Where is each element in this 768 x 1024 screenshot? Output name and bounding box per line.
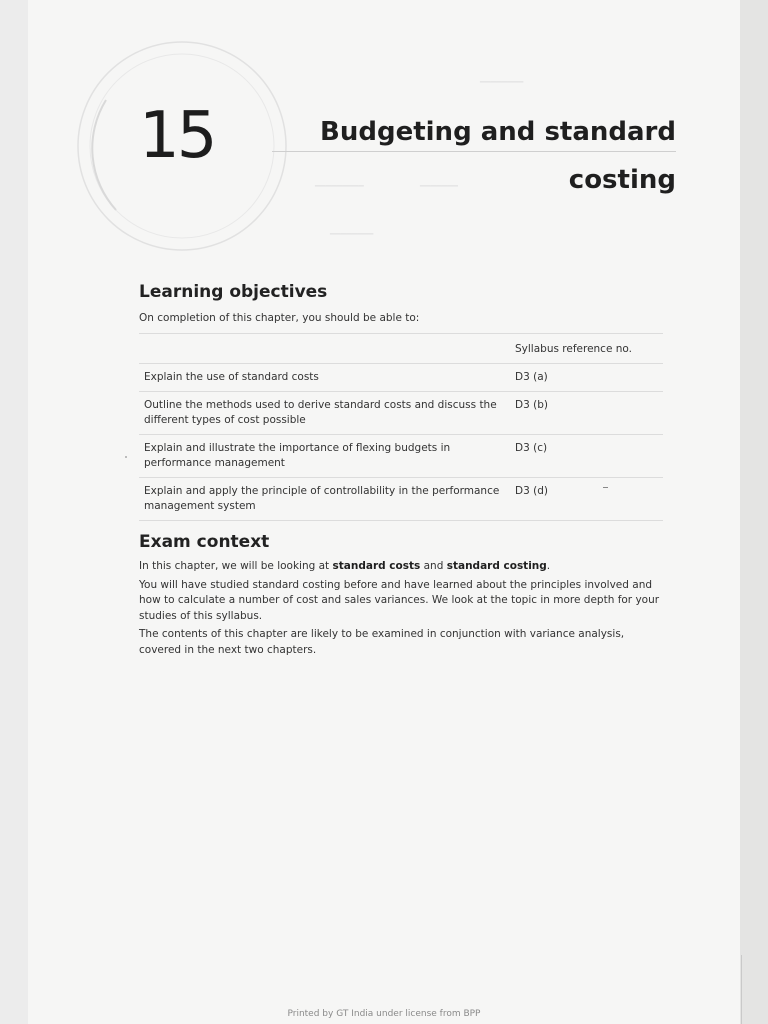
objective-text: Explain the use of standard costs (139, 364, 510, 392)
table-header-row (139, 334, 663, 364)
syllabus-ref: D3 (d) (510, 478, 663, 521)
objective-text: Explain and illustrate the importance of flexing budgets in performance management (139, 435, 510, 478)
stray-mark (603, 487, 608, 488)
stray-mark (125, 456, 127, 458)
bleed-through-text: ─────── (420, 182, 458, 192)
learning-objectives-table (139, 333, 663, 521)
syllabus-ref: D3 (a) (510, 364, 663, 392)
learning-objectives-heading: Learning objectives (139, 282, 328, 302)
syllabus-ref: D3 (b) (510, 392, 663, 435)
p1-text: . (546, 560, 551, 572)
table-row (139, 364, 663, 392)
chapter-title-line-2: costing (568, 165, 676, 195)
exam-context-heading: Exam context (139, 532, 270, 552)
objective-text: Explain and apply the principle of controllability in the performance management system (139, 478, 510, 521)
exam-context-body (139, 559, 669, 661)
table-row (139, 392, 663, 435)
bleed-through-text: ──────── (480, 78, 524, 88)
syllabus-reference-header: Syllabus reference no. (510, 334, 663, 364)
chapter-number: 15 (139, 99, 215, 173)
bleed-through-text: ───────── (315, 182, 364, 192)
learning-objectives-intro: On completion of this chapter, you should be able to: (139, 312, 420, 324)
table-header-blank (139, 334, 510, 364)
p1-text: In this chapter, we will be looking at (139, 560, 333, 572)
chapter-title-line-1: Budgeting and standard (320, 117, 676, 147)
table-row (139, 478, 663, 521)
objective-text: Outline the methods used to derive standard costs and discuss the different types of cost possible (139, 392, 510, 435)
exam-context-paragraph-3: The contents of this chapter are likely to be examined in conjunction with variance analysis, covered in the next two chapters. (139, 628, 625, 656)
table-row (139, 435, 663, 478)
bleed-through-text: ──────── (330, 230, 374, 240)
title-divider (272, 151, 676, 152)
syllabus-ref: D3 (c) (510, 435, 663, 478)
scan-edge (740, 0, 768, 1024)
exam-context-paragraph-2: You will have studied standard costing before and have learned about the principles involved and how to calculate a number of cost and sales variances. We look at the topic in more depth for your studies of this syllabus. (139, 578, 660, 622)
p1-text: and (420, 560, 447, 572)
page-footer: Printed by GT India under license from BPP (287, 1009, 481, 1019)
chapter-title (316, 108, 676, 204)
p1-bold-standard-costs: standard costs (332, 560, 421, 572)
exam-context-paragraph-1 (139, 559, 669, 575)
p1-bold-standard-costing: standard costing (446, 560, 547, 572)
